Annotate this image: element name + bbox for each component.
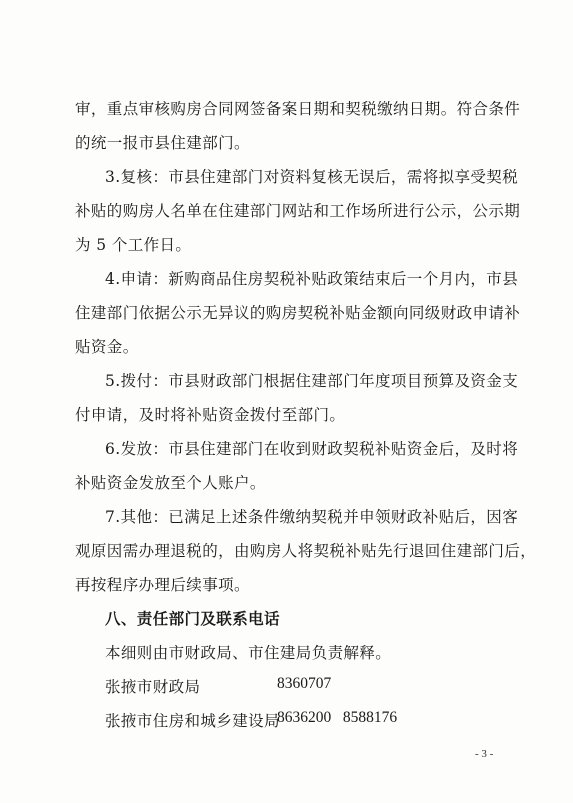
body-line: 补贴的购房人名单在住建部门网站和工作场所进行公示，公示期	[75, 202, 521, 220]
contact-phone: 8636200 8588176	[277, 709, 398, 726]
body-line: 贴资金。	[75, 338, 139, 356]
contact-name: 张掖市住房和城乡建设局	[105, 712, 280, 730]
body-line: 补贴资金发放至个人账户。	[75, 474, 266, 492]
page-number: - 3 -	[475, 748, 494, 760]
interpretation-text: 本细则由市财政局、市住建局负责解释。	[105, 644, 392, 662]
body-line: 为 5 个工作日。	[75, 236, 192, 254]
body-line: 的统一报市县住建部门。	[75, 134, 250, 152]
body-line: 3.复核：市县住建部门对资料复核无误后，需将拟享受契税	[105, 168, 519, 186]
section-heading: 八、责任部门及联系电话	[105, 610, 280, 628]
body-line: 6.发放：市县住建部门在收到财政契税补贴资金后，及时将	[105, 440, 519, 458]
body-line: 4.申请：新购商品住房契税补贴政策结束后一个月内，市县	[105, 270, 519, 288]
contact-name: 张掖市财政局	[105, 678, 201, 696]
body-line: 审，重点审核购房合同网签备案日期和契税缴纳日期。符合条件	[75, 100, 521, 118]
body-line: 付申请，及时将补贴资金拨付至部门。	[75, 406, 346, 424]
body-line: 再按程序办理后续事项。	[75, 576, 250, 594]
body-line: 观原因需办理退税的，由购房人将契税补贴先行退回住建部门后，	[75, 542, 537, 560]
body-line: 住建部门依据公示无异议的购房契税补贴金额向同级财政申请补	[75, 304, 521, 322]
body-line: 5.拨付：市县财政部门根据住建部门年度项目预算及资金支	[105, 372, 519, 390]
contact-phone: 8360707	[277, 675, 332, 692]
body-line: 7.其他：已满足上述条件缴纳契税并申领财政补贴后，因客	[105, 508, 519, 526]
